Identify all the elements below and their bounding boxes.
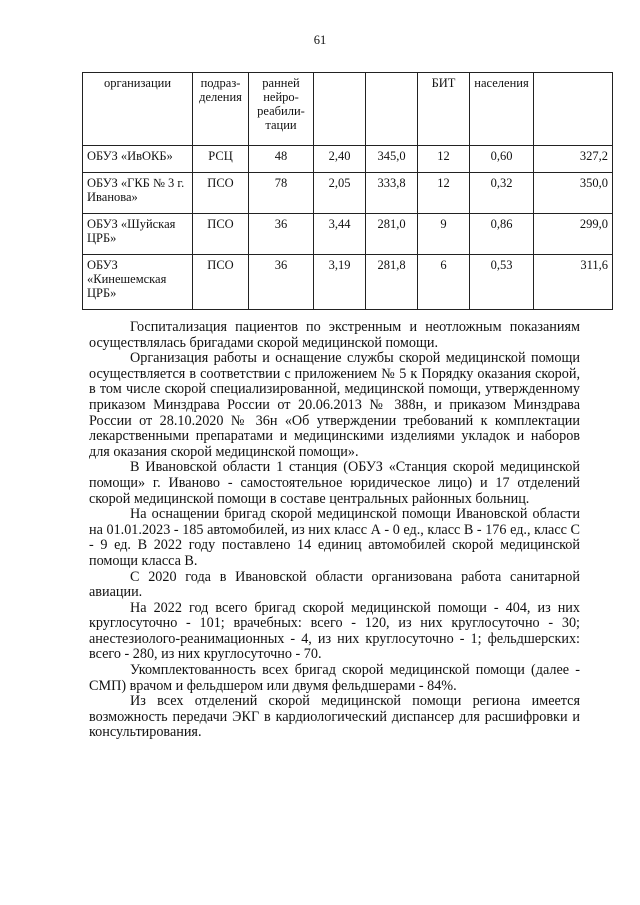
header-cell: БИТ <box>418 73 470 146</box>
table-header-row <box>83 73 613 146</box>
header-cell <box>534 73 613 146</box>
table-cell: 327,2 <box>534 146 613 173</box>
table-cell: 12 <box>418 146 470 173</box>
table-cell: 281,8 <box>366 255 418 310</box>
hospital-table <box>82 72 613 310</box>
table-cell: 281,0 <box>366 214 418 255</box>
table-cell: 350,0 <box>534 173 613 214</box>
header-cell: подраз-деления <box>193 73 249 146</box>
header-cell: ранней нейро-реабили-тации <box>249 73 314 146</box>
table-cell: РСЦ <box>193 146 249 173</box>
table-cell: 2,40 <box>314 146 366 173</box>
table-row <box>83 173 613 214</box>
table-cell: ОБУЗ «Шуйская ЦРБ» <box>83 214 193 255</box>
table-cell: 2,05 <box>314 173 366 214</box>
table-cell: 311,6 <box>534 255 613 310</box>
table-cell: 0,60 <box>470 146 534 173</box>
header-cell: организации <box>83 73 193 146</box>
table-cell: 78 <box>249 173 314 214</box>
table-cell: ПСО <box>193 173 249 214</box>
table-cell: 345,0 <box>366 146 418 173</box>
paragraph: На оснащении бригад скорой медицинской помощи Ивановской области на 01.01.2023 - 185 автомобилей, из них класс А - 0 ед., класс В - 176 ед., класс С - 9 ед. В 2022 году поставлено 14 единиц автомобилей скорой медицинской помощи класса В. <box>89 506 580 569</box>
table-cell: ОБУЗ «ИвОКБ» <box>83 146 193 173</box>
paragraph: Из всех отделений скорой медицинской помощи региона имеется возможность передачи ЭКГ в кардиологический диспансер для расшифровки и консультирования. <box>89 693 580 741</box>
table-cell: 36 <box>249 214 314 255</box>
paragraph: С 2020 года в Ивановской области организована работа санитарной авиации. <box>89 568 580 601</box>
table-cell: ОБУЗ «ГКБ № 3 г. Иванова» <box>83 173 193 214</box>
table-cell: 299,0 <box>534 214 613 255</box>
table-cell: 48 <box>249 146 314 173</box>
table-cell: 6 <box>418 255 470 310</box>
header-cell: населения <box>470 73 534 146</box>
table-cell: ОБУЗ «Кинешемская ЦРБ» <box>83 255 193 310</box>
paragraph: В Ивановской области 1 станция (ОБУЗ «Станция скорой медицинской помощи» г. Иваново - самостоятельное юридическое лицо) и 17 отделений скорой медицинской помощи в составе центральных районных больниц. <box>89 459 580 507</box>
table-cell: 3,19 <box>314 255 366 310</box>
page-number: 61 <box>313 33 327 47</box>
table-cell: 0,32 <box>470 173 534 214</box>
body-text <box>89 320 580 741</box>
paragraph: Укомплектованность всех бригад скорой медицинской помощи (далее - СМП) врачом и фельдшером или двумя фельдшерами - 84%. <box>89 662 580 694</box>
table-cell: 333,8 <box>366 173 418 214</box>
table-cell: 12 <box>418 173 470 214</box>
table-row <box>83 146 613 173</box>
table-cell: 0,53 <box>470 255 534 310</box>
table-cell: 36 <box>249 255 314 310</box>
paragraph: Госпитализация пациентов по экстренным и неотложным показаниям осуществлялась бригадами скорой медицинской помощи. <box>89 319 580 351</box>
table-cell: 0,86 <box>470 214 534 255</box>
table-row <box>83 214 613 255</box>
table-cell: ПСО <box>193 255 249 310</box>
table-cell: 3,44 <box>314 214 366 255</box>
table-cell: ПСО <box>193 214 249 255</box>
header-cell <box>314 73 366 146</box>
table-row <box>83 255 613 310</box>
paragraph: На 2022 год всего бригад скорой медицинской помощи - 404, из них круглосуточно - 101; врачебных: всего - 120, из них круглосуточно - 30; анестезиолого-реанимационных - 4, из них круглосуточно - 1; фельдшерских: всего - 280, из них круглосуточно - 70. <box>89 599 580 663</box>
header-cell <box>366 73 418 146</box>
table-cell: 9 <box>418 214 470 255</box>
paragraph: Организация работы и оснащение службы скорой медицинской помощи осуществляется в соответствии с приложением № 5 к Порядку оказания скорой, в том числе скорой специализированной, медицинской помощи, утвержденному приказом Минздрава России от 20.06.2013 № 388н, и приказом Минздрава России от 28.10.2020 № 36н «Об утверждении требований к комплектации лекарственными препаратами и медицинскими изделиями укладок и наборов для оказания скорой медицинской помощи». <box>89 350 580 460</box>
